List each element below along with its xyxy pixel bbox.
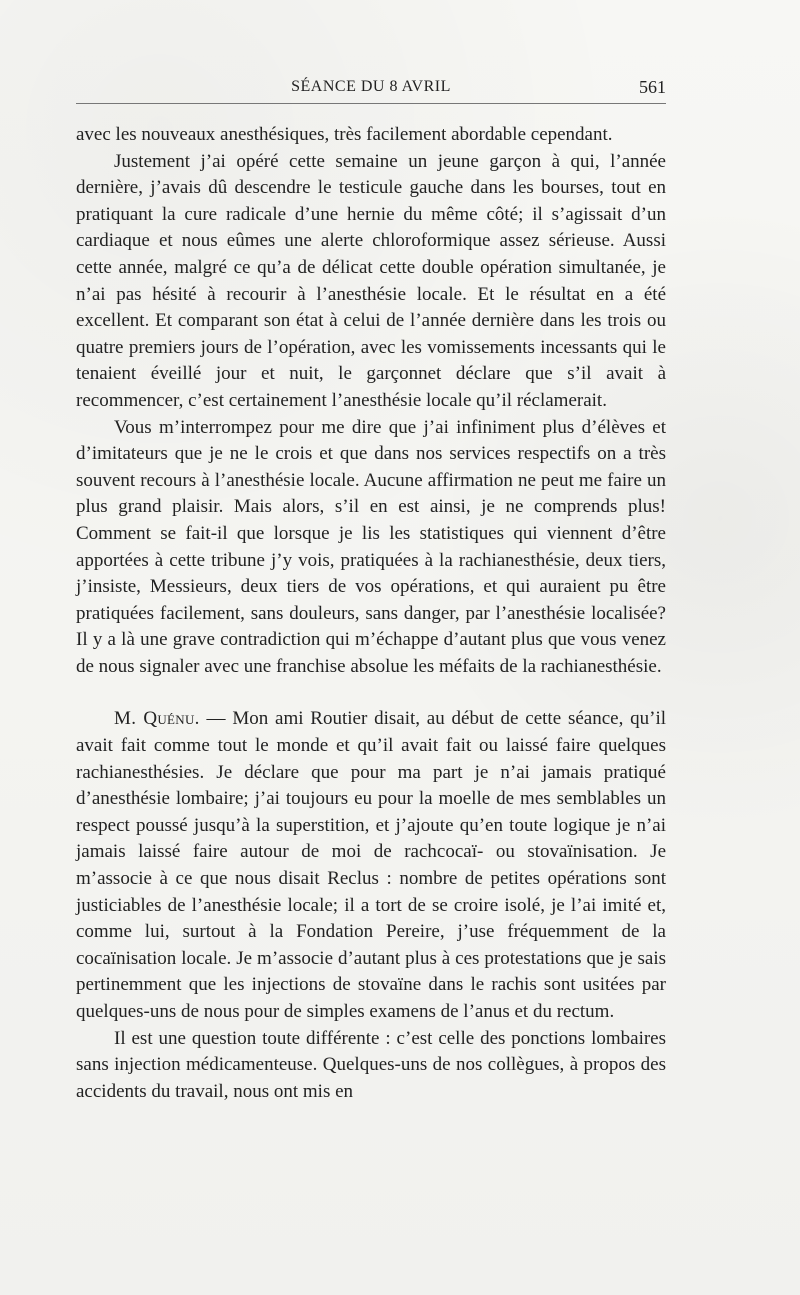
speaker-name: M. Quénu. xyxy=(114,708,200,730)
paragraph-1: avec les nouveaux anesthésiques, très facilement abordable cependant. xyxy=(76,124,613,145)
running-header: SÉANCE DU 8 AVRIL xyxy=(291,78,451,95)
page-number: 561 xyxy=(639,77,666,97)
section-gap xyxy=(76,680,666,706)
paragraph-5: Il est une question toute différente : c’est celle des ponctions lombaires sans injection médicamenteuse. Quelques-uns de nos collègues, à propos des accidents du travail, nous ont mis en xyxy=(76,1027,666,1102)
paragraph-2: Justement j’ai opéré cette semaine un jeune garçon à qui, l’année dernière, j’avais dû descendre le testicule gauche dans les bourses, tout en pratiquant la cure radicale d’une hernie du même côté; il s’agissait d’un cardiaque et nous eûmes une alerte chloroformique assez sérieuse. Aussi cette année, malgré ce qu’a de délicat cette double opération simultanée, je n’ai pas hésité à recourir à l’anesthésie locale. Et le résultat en a été excellent. Et comparant son état à celui de l’année dernière dans les trois ou quatre premiers jours de l’opération, avec les vomissements incessants qui le tenaient éveillé jour et nuit, le garçonnet déclare que s’il avait à recommencer, c’est certainement l’anesthésie locale qu’il réclamerait. xyxy=(76,150,666,411)
body-text xyxy=(76,122,666,1105)
paragraph-4-text: — Mon ami Routier disait, au début de cette séance, qu’il avait fait comme tout le monde et qu’il avait fait ou laissé faire quelques rachianesthésies. Je déclare que pour ma part je n’ai jamais pratiqué d’anesthésie lombaire; j’ai toujours eu pour la moelle de mes semblables un respect poussé jusqu’à la superstition, et j’ajoute qu’en toute logique je n’ai jamais laissé faire autour de moi de rachcocaï- ou stovaïnisation. Je m’associe à ce que nous disait Reclus : nombre de petites opérations sont justiciables de l’anesthésie locale; il a tort de se croire isolé, je l’ai imité et, comme lui, surtout à la Fondation Pereire, j’use fréquemment de la cocaïnisation locale. Je m’associe d’autant plus à ces protestations que je sais pertinemment que les injections de stovaïne dans le rachis sont usitées par quelques-uns de nous pour de simples examens de l’anus et du rectum. xyxy=(76,708,666,1022)
paragraph-4 xyxy=(76,706,666,1025)
header-rule xyxy=(76,103,666,104)
paragraph-3: Vous m’interrompez pour me dire que j’ai infiniment plus d’élèves et d’imitateurs que je ne le crois et que dans nos services respectifs on a très souvent recours à l’anesthésie locale. Aucune affirmation ne peut me faire un plus grand plaisir. Mais alors, s’il en est ainsi, je ne comprends plus! Comment se fait-il que lorsque je lis les statistiques qui viennent d’être apportées à cette tribune j’y vois, pratiquées à la rachianesthésie, deux tiers, j’insiste, Messieurs, deux tiers de vos opérations, et qui auraient pu être pratiquées facilement, sans douleurs, sans danger, par l’anesthésie localisée? Il y a là une grave contradiction qui m’échappe d’autant plus que vous venez de nous signaler avec une franchise absolue les méfaits de la rachianesthésie. xyxy=(76,416,666,677)
page-header xyxy=(76,78,666,106)
